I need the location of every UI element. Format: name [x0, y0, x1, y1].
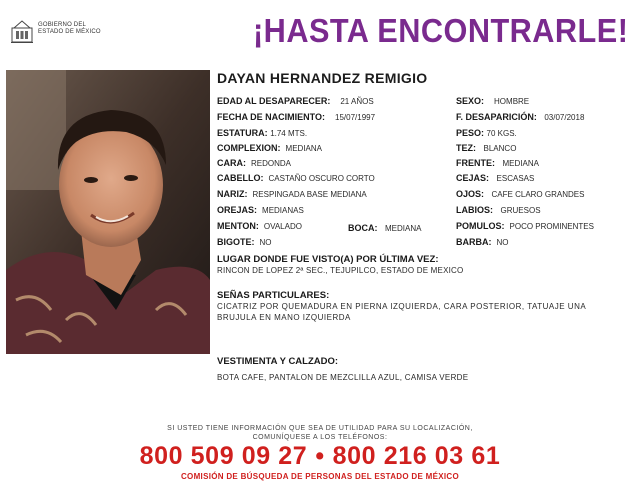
phone-number-1[interactable]: 800 509 09 27 — [139, 442, 308, 470]
field-value: 1.74 MTS. — [270, 129, 308, 138]
field-label: ESTATURA: — [217, 128, 268, 138]
field-label: F. DESAPARICIÓN: — [456, 112, 537, 122]
field-lips — [456, 205, 541, 215]
field-label: SEXO: — [456, 96, 485, 106]
person-name: DAYAN HERNANDEZ REMIGIO — [217, 70, 428, 86]
field-disappearance-date — [456, 112, 584, 122]
field-label: BOCA: — [348, 223, 378, 233]
field-value: 21 AÑOS — [340, 97, 374, 106]
field-label: BARBA: — [456, 237, 492, 247]
field-label: BIGOTE: — [217, 237, 255, 247]
field-mustache — [217, 237, 272, 247]
field-value: MEDIANA — [385, 224, 422, 233]
marks-line-1: CICATRIZ POR QUEMADURA EN PIERNA IZQUIERDA, CARA POSTERIOR, TATUAJE UNA — [217, 302, 587, 311]
field-value: MEDIANAS — [262, 206, 304, 215]
field-label: CEJAS: — [456, 173, 490, 183]
field-value: 70 KGS. — [486, 129, 517, 138]
phone-number-2[interactable]: 800 216 03 61 — [332, 442, 501, 470]
field-birthdate — [217, 112, 375, 122]
field-sex — [456, 96, 529, 106]
field-eyebrows — [456, 173, 534, 183]
field-value: BLANCO — [483, 144, 517, 153]
clothing-title: VESTIMENTA Y CALZADO: — [217, 356, 339, 367]
field-label: LABIOS: — [456, 205, 493, 215]
photo-illustration — [6, 70, 210, 354]
field-label: COMPLEXION: — [217, 143, 281, 153]
field-label: FRENTE: — [456, 158, 495, 168]
field-forehead — [456, 158, 539, 168]
marks-title: SEÑAS PARTICULARES: — [217, 290, 330, 301]
logo-line-1: GOBIERNO DEL — [38, 22, 87, 28]
field-ears — [217, 205, 304, 215]
phone-numbers — [0, 442, 640, 471]
field-value: NO — [259, 238, 272, 247]
field-label: OREJAS: — [217, 205, 258, 215]
field-value: 03/07/2018 — [544, 113, 585, 122]
last-seen-text: RINCON DE LOPEZ 2ª SEC., TEJUPILCO, ESTADO DE MEXICO — [217, 266, 464, 275]
field-label: CABELLO: — [217, 173, 264, 183]
last-seen-title: LUGAR DONDE FUE VISTO(A) POR ÚLTIMA VEZ: — [217, 254, 439, 265]
field-complexion — [456, 143, 516, 153]
field-label: NARIZ: — [217, 189, 248, 199]
field-value: ESCASAS — [496, 174, 535, 183]
field-eyes — [456, 189, 584, 199]
field-beard — [456, 237, 509, 247]
field-cheekbones — [456, 221, 594, 231]
field-label: TEZ: — [456, 143, 476, 153]
field-chin — [217, 221, 302, 231]
field-label: CARA: — [217, 158, 246, 168]
field-label: PESO: — [456, 128, 485, 138]
field-value: POCO PROMINENTES — [509, 222, 594, 231]
missing-person-photo — [6, 70, 210, 354]
field-value: REDONDA — [251, 159, 292, 168]
state-government-logo — [10, 18, 120, 52]
field-value: OVALADO — [263, 222, 302, 231]
field-value: NO — [496, 238, 509, 247]
field-nose — [217, 189, 367, 199]
marks-line-2: BRUJULA EN MANO IZQUIERDA — [217, 313, 351, 322]
field-label: OJOS: — [456, 189, 485, 199]
field-hair — [217, 173, 375, 183]
field-value: CASTAÑO OSCURO CORTO — [268, 174, 375, 183]
state-emblem-icon — [10, 18, 34, 44]
field-value: RESPINGADA BASE MEDIANA — [252, 190, 367, 199]
field-face — [217, 158, 291, 168]
field-value: CAFE CLARO GRANDES — [491, 190, 585, 199]
field-value: 15/07/1997 — [335, 113, 376, 122]
separator-dot: • — [315, 442, 325, 470]
field-label: EDAD AL DESAPARECER: — [217, 96, 331, 106]
field-mouth — [348, 223, 421, 233]
contact-line-2: COMUNÍQUESE A LOS TELÉFONOS: — [252, 434, 388, 441]
field-build — [217, 143, 322, 153]
clothing-text: BOTA CAFE, PANTALON DE MEZCLILLA AZUL, CAMISA VERDE — [217, 373, 469, 382]
field-label: FECHA DE NACIMIENTO: — [217, 112, 325, 122]
field-age — [217, 96, 374, 106]
headline: ¡HASTA ENCONTRARLE! — [253, 12, 629, 49]
commission-name: COMISIÓN DE BÚSQUEDA DE PERSONAS DEL ESTADO DE MÉXICO — [180, 472, 459, 481]
field-label: MENTON: — [217, 221, 259, 231]
field-value: GRUESOS — [500, 206, 541, 215]
logo-line-2: ESTADO DE MÉXICO — [38, 29, 101, 35]
field-value: MEDIANA — [285, 144, 322, 153]
field-value: HOMBRE — [494, 97, 530, 106]
contact-line-1: SI USTED TIENE INFORMACIÓN QUE SEA DE UTILIDAD PARA SU LOCALIZACIÓN, — [167, 425, 473, 432]
field-weight — [456, 128, 517, 138]
field-label: POMULOS: — [456, 221, 505, 231]
field-height — [217, 128, 307, 138]
field-value: MEDIANA — [502, 159, 539, 168]
